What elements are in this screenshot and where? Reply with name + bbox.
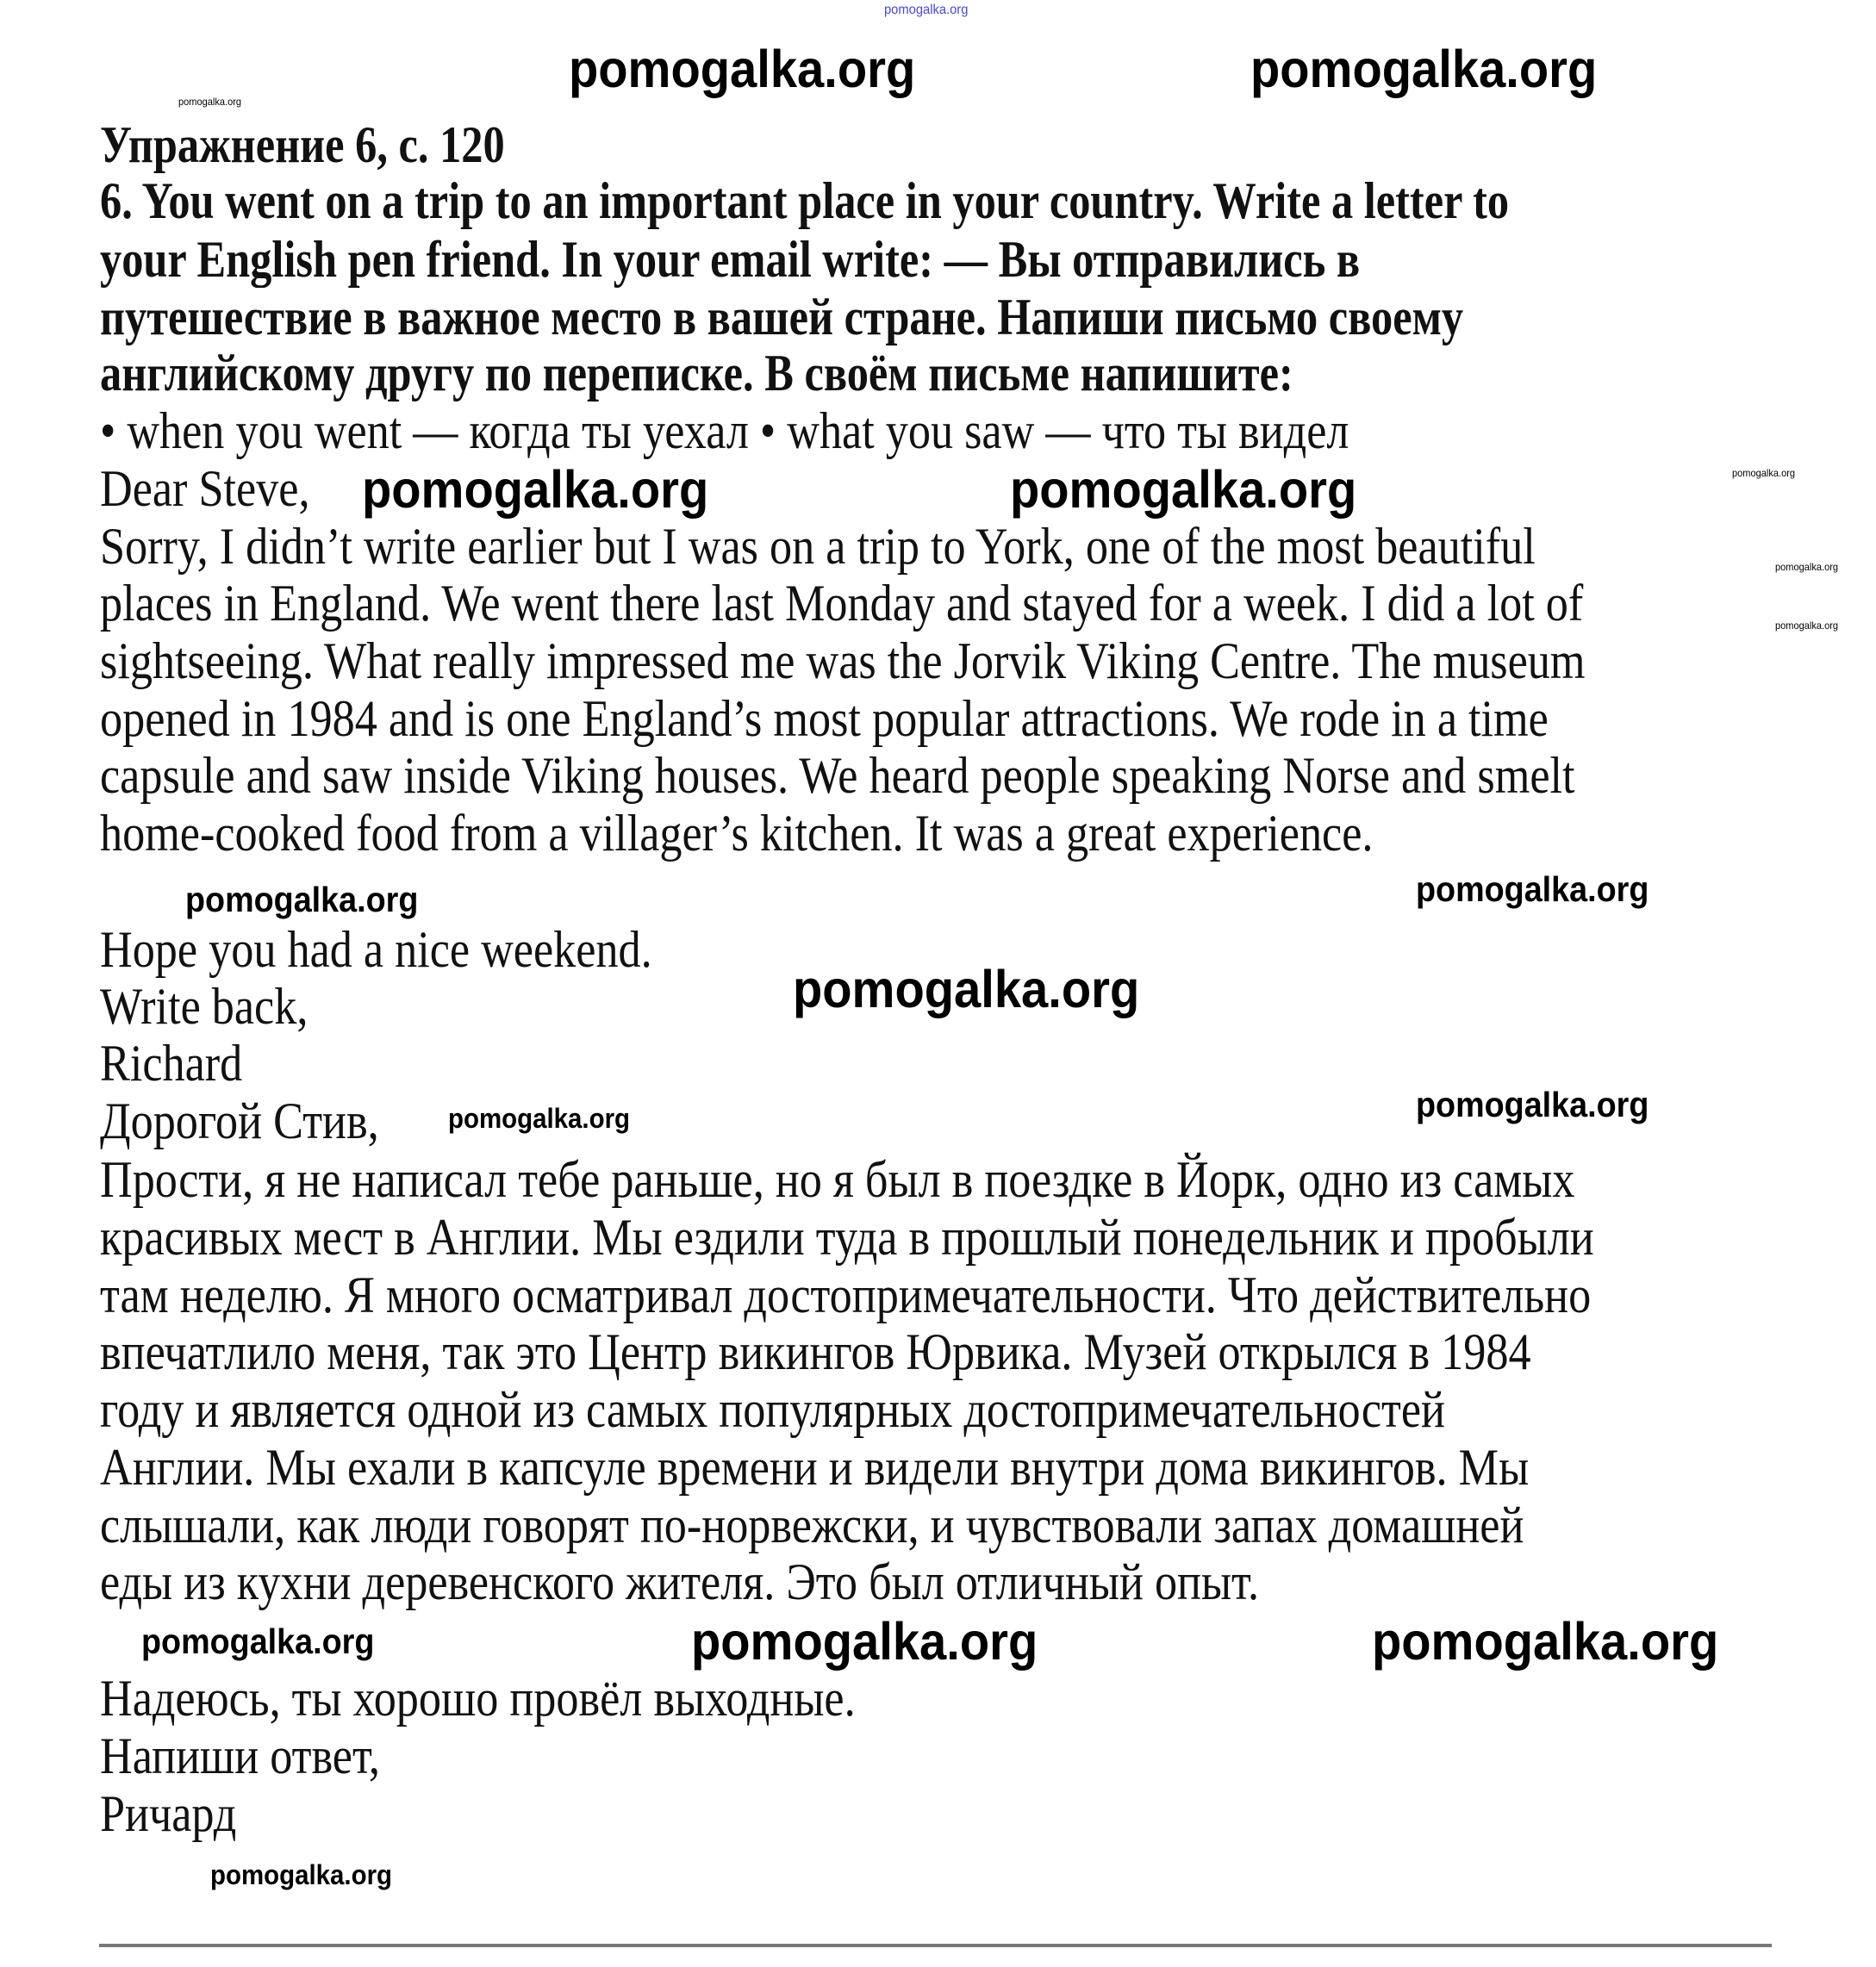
letter-greeting: Дорогой Стив, <box>100 1092 379 1149</box>
watermark: pomogalka.org <box>1416 869 1649 909</box>
letter-line: там неделю. Я много осматривал достопримечательности. Что действительно <box>100 1267 1592 1323</box>
bottom-divider <box>99 1944 1772 1947</box>
watermark: pomogalka.org <box>210 1859 393 1890</box>
watermark: pomogalka.org <box>1250 40 1598 98</box>
letter-closing: Надеюсь, ты хорошо провёл выходные. <box>100 1670 856 1727</box>
task-line: путешествие в важное место в вашей стране. Напиши письмо своему <box>100 289 1464 345</box>
letter-line: еды из кухни деревенского жителя. Это был отличный опыт. <box>100 1553 1259 1610</box>
letter-line: sightseeing. What really impressed me was the Jorvik Viking Centre. The museum <box>100 632 1586 689</box>
task-line: your English pen friend. In your email write: — Вы отправились в <box>100 231 1361 288</box>
letter-line: Прости, я не написал тебе раньше, но я был в поездке в Йорк, одно из самых <box>100 1151 1575 1208</box>
watermark: pomogalka.org <box>362 460 709 519</box>
letter-line: home-cooked food from a villager’s kitchen. It was a great experience. <box>100 805 1374 862</box>
watermark: pomogalka.org <box>569 40 916 98</box>
watermark: pomogalka.org <box>141 1622 375 1661</box>
letter-closing: Write back, <box>100 978 309 1035</box>
task-line: 6. You went on a trip to an important place in your country. Write a letter to <box>100 172 1510 229</box>
watermark: pomogalka.org <box>185 880 419 919</box>
watermark: pomogalka.org <box>448 1103 631 1134</box>
letter-closing: Напиши ответ, <box>100 1727 380 1784</box>
letter-line: Англии. Мы ехали в капсуле времени и видели внутри дома викингов. Мы <box>100 1439 1530 1496</box>
watermark: pomogalka.org <box>1775 619 1839 632</box>
watermark: pomogalka.org <box>1732 467 1796 479</box>
watermark: pomogalka.org <box>1372 1612 1719 1671</box>
letter-line: places in England. We went there last Monday and stayed for a week. I did a lot of <box>100 575 1584 632</box>
letter-line: opened in 1984 and is one England’s most popular attractions. We rode in a time <box>100 690 1549 747</box>
letter-line: слышали, как люди говорят по-норвежски, и чувствовали запах домашней <box>100 1497 1524 1553</box>
letter-closing: Hope you had a nice weekend. <box>100 921 652 978</box>
letter-line: Sorry, I didn’t write earlier but I was on a trip to York, one of the most beautiful <box>100 518 1536 575</box>
letter-line: capsule and saw inside Viking houses. We heard people speaking Norse and smelt <box>100 747 1575 804</box>
watermark: pomogalka.org <box>691 1612 1038 1671</box>
watermark: pomogalka.org <box>178 96 242 108</box>
task-line: английскому другу по переписке. В своём письме напишите: <box>100 345 1293 401</box>
letter-greeting: Dear Steve, <box>100 460 310 517</box>
letter-line: впечатлило меня, так это Центр викингов Юрвика. Музей открылся в 1984 <box>100 1323 1531 1380</box>
watermark: pomogalka.org <box>793 960 1140 1018</box>
task-bullets: • when you went — когда ты уехал • what you saw — что ты видел <box>100 402 1349 459</box>
letter-line: году и является одной из самых популярных достопримечательностей <box>100 1381 1445 1438</box>
watermark: pomogalka.org <box>1775 561 1839 573</box>
watermark: pomogalka.org <box>1010 460 1357 519</box>
watermark: pomogalka.org <box>1416 1085 1649 1124</box>
watermark[interactable]: pomogalka.org <box>884 3 969 17</box>
exercise-title: Упражнение 6, с. 120 <box>100 116 505 173</box>
letter-line: красивых мест в Англии. Мы ездили туда в прошлый понедельник и пробыли <box>100 1209 1594 1266</box>
letter-signature: Ричард <box>100 1785 237 1842</box>
letter-signature: Richard <box>100 1035 243 1092</box>
